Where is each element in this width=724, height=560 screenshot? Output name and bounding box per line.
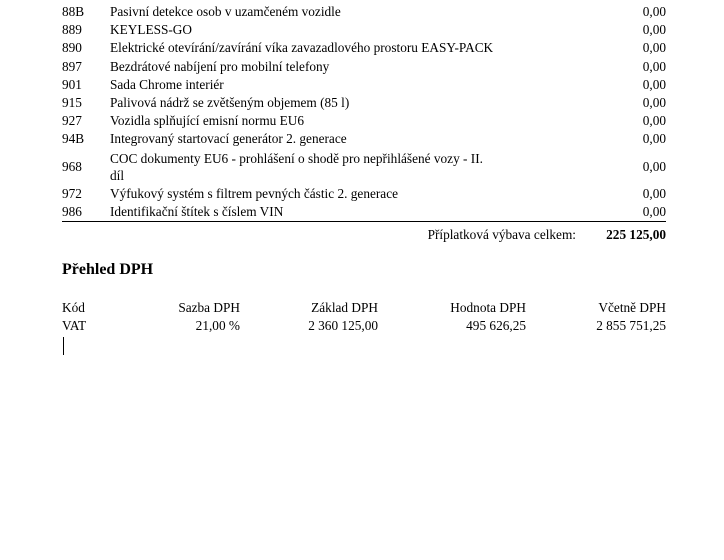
table-row [62, 112, 666, 130]
table-row [62, 317, 666, 335]
option-description: Palivová nádrž se zvětšeným objemem (85 l) [110, 95, 350, 111]
vat-overview-table [62, 299, 666, 335]
option-description: Identifikační štítek s číslem VIN [110, 203, 596, 222]
table-row [62, 94, 666, 112]
vat-base: 2 360 125,00 [308, 318, 378, 333]
options-total-row [62, 226, 666, 244]
option-code: 927 [62, 113, 82, 129]
table-row [62, 39, 666, 57]
option-code: 890 [62, 40, 82, 56]
vat-overview-heading: Přehled DPH [62, 261, 154, 278]
option-code: 94B [62, 131, 85, 147]
table-row [62, 130, 666, 148]
option-description: Bezdrátové nabíjení pro mobilní telefony [110, 58, 330, 74]
table-row [62, 203, 666, 222]
option-code: 972 [62, 185, 82, 201]
column-header-vat-rate: Sazba DPH [178, 300, 240, 315]
options-total-label: Příplatková výbava celkem: [427, 227, 576, 242]
option-code: 88B [62, 4, 85, 19]
option-description: KEYLESS-GO [110, 22, 192, 38]
table-row [62, 76, 666, 94]
options-total-value: 225 125,00 [606, 227, 666, 242]
option-price: 0,00 [642, 159, 666, 175]
option-price: 0,00 [642, 58, 666, 74]
option-description: Vozidla splňující emisní normu EU6 [110, 113, 305, 129]
column-header-vat-base: Základ DPH [311, 300, 378, 315]
option-description: COC dokumenty EU6 - prohlášení o shodě pro nepřihlášené vozy - II. díl [110, 150, 483, 183]
column-header-incl-vat: Včetně DPH [598, 300, 666, 315]
table-row [62, 21, 666, 39]
option-code: 968 [62, 159, 82, 175]
table-row [62, 58, 666, 76]
column-header-code: Kód [62, 300, 85, 315]
option-price: 0,00 [642, 95, 666, 111]
option-price: 0,00 [596, 203, 666, 222]
vat-header-row [62, 299, 666, 317]
option-code: 897 [62, 58, 82, 74]
option-price: 0,00 [642, 76, 666, 92]
option-price: 0,00 [642, 40, 666, 56]
column-header-vat-amount: Hodnota DPH [450, 300, 526, 315]
option-price: 0,00 [642, 185, 666, 201]
option-code: 889 [62, 22, 82, 38]
table-row [62, 149, 666, 185]
vat-code: VAT [62, 318, 87, 333]
option-price: 0,00 [642, 4, 666, 19]
option-description: Integrovaný startovací generátor 2. generace [110, 131, 347, 147]
option-description: Elektrické otevírání/zavírání víka zavazadlového prostoru EASY-PACK [110, 40, 494, 56]
vat-amount: 495 626,25 [466, 318, 526, 333]
option-price: 0,00 [642, 131, 666, 147]
option-code: 986 [62, 203, 110, 222]
option-price: 0,00 [642, 22, 666, 38]
table-row [62, 3, 666, 21]
option-code: 915 [62, 95, 82, 111]
vat-rate: 21,00 % [195, 318, 240, 333]
table-row [62, 185, 666, 203]
vat-total-incl: 2 855 751,25 [596, 318, 666, 333]
equipment-options-table [62, 3, 666, 222]
option-code: 901 [62, 76, 82, 92]
option-description: Sada Chrome interiér [110, 76, 224, 92]
text-cursor[interactable] [63, 337, 64, 355]
option-description: Výfukový systém s filtrem pevných částic 2. generace [110, 185, 399, 201]
option-price: 0,00 [642, 113, 666, 129]
option-description: Pasivní detekce osob v uzamčeném vozidle [110, 4, 341, 19]
